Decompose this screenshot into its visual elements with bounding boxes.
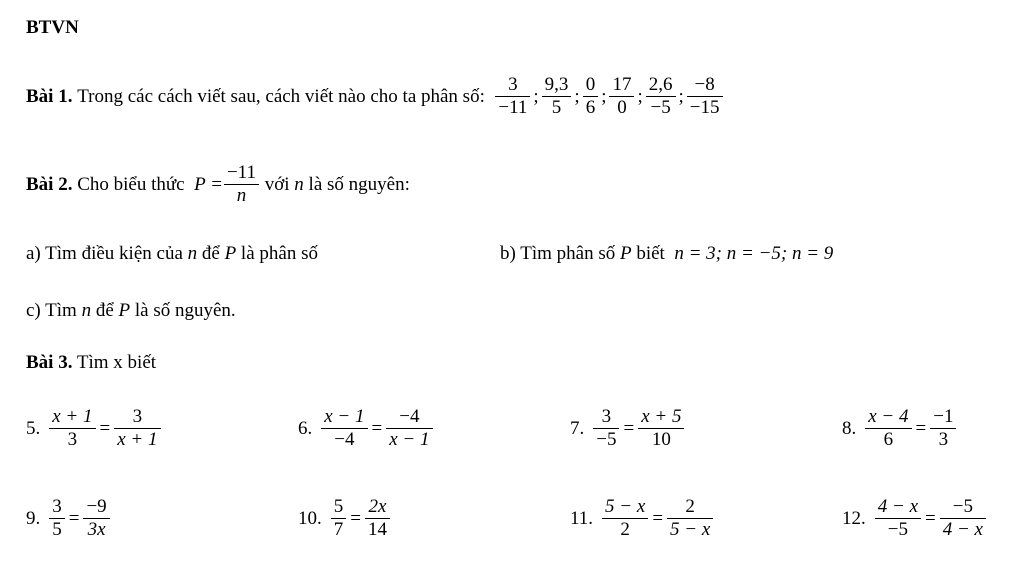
exercise-3-label: Bài 3. <box>26 352 73 373</box>
expr-text-2: là số nguyên: <box>308 173 410 195</box>
exercise-2 <box>26 162 410 207</box>
fraction-3: $\frac{0}{6}$ <box>583 74 599 119</box>
expr-text-1: với <box>264 173 290 195</box>
page-heading: BTVN <box>26 17 79 38</box>
fraction-5: $\frac{2,6}{-5}$ <box>646 74 676 119</box>
equation-6: 6. $\frac{x - 1}{-4}$ = $\frac{-4}{x - 1}$ <box>298 406 434 451</box>
fraction-4: $\frac{17}{0}$ <box>609 74 634 119</box>
part-b: b) Tìm phân số P biết n = 3; n = −5; n = 9 <box>500 243 834 264</box>
equation-10: 10. $\frac{5}{7}$ = $\frac{2x}{14}$ <box>298 496 391 541</box>
equation-12: 12. $\frac{4 - x}{-5}$ = $\frac{-5}{4 - x}$ <box>842 496 987 541</box>
part-a: a) Tìm điều kiện của n để P là phân số <box>26 243 318 264</box>
fraction-2: $\frac{9,3}{5}$ <box>542 74 572 119</box>
var-n: n <box>294 173 304 195</box>
fraction-6: $\frac{-8}{-15}$ <box>687 74 723 119</box>
exercise-2-label: Bài 2. <box>26 173 73 195</box>
equation-11: 11. $\frac{5 - x}{2}$ = $\frac{2}{5 - x}$ <box>570 496 714 541</box>
exercise-1-label: Bài 1. <box>26 85 73 107</box>
fraction-1: $\frac{3}{-11}$ <box>495 74 530 119</box>
exercise-3 <box>26 352 156 374</box>
exercise-2-text: Cho biểu thức <box>77 173 185 195</box>
part-c: c) Tìm n để P là số nguyên. <box>26 300 236 321</box>
expr-lhs: P = <box>194 173 223 195</box>
equation-9: 9. $\frac{3}{5}$ = $\frac{-9}{3x}$ <box>26 496 111 541</box>
exercise-1-text: Trong các cách viết sau, cách viết nào cho ta phân số: <box>77 85 485 107</box>
exercise-3-text: Tìm x biết <box>76 352 157 373</box>
exercise-1: Bài 1. Trong các cách viết sau, cách viết nào cho ta phân số: $\frac{3}{-11}$ ; $\frac{9,3}{5}$ ; $\frac{0}{6}$ ; $\frac{17}{0}$ ; $\frac{2,6}{-5}$ ; $\frac{-8}{-15}$ <box>26 74 724 119</box>
equation-7: 7. $\frac{3}{-5}$ = $\frac{x + 5}{10}$ <box>570 406 685 451</box>
expr-fraction: $\frac{-11}{n}$ <box>224 162 259 207</box>
equation-5: 5. $\frac{x + 1}{3}$ = $\frac{3}{x + 1}$ <box>26 406 162 451</box>
equation-8: 8. $\frac{x - 4}{6}$ = $\frac{-1}{3}$ <box>842 406 957 451</box>
